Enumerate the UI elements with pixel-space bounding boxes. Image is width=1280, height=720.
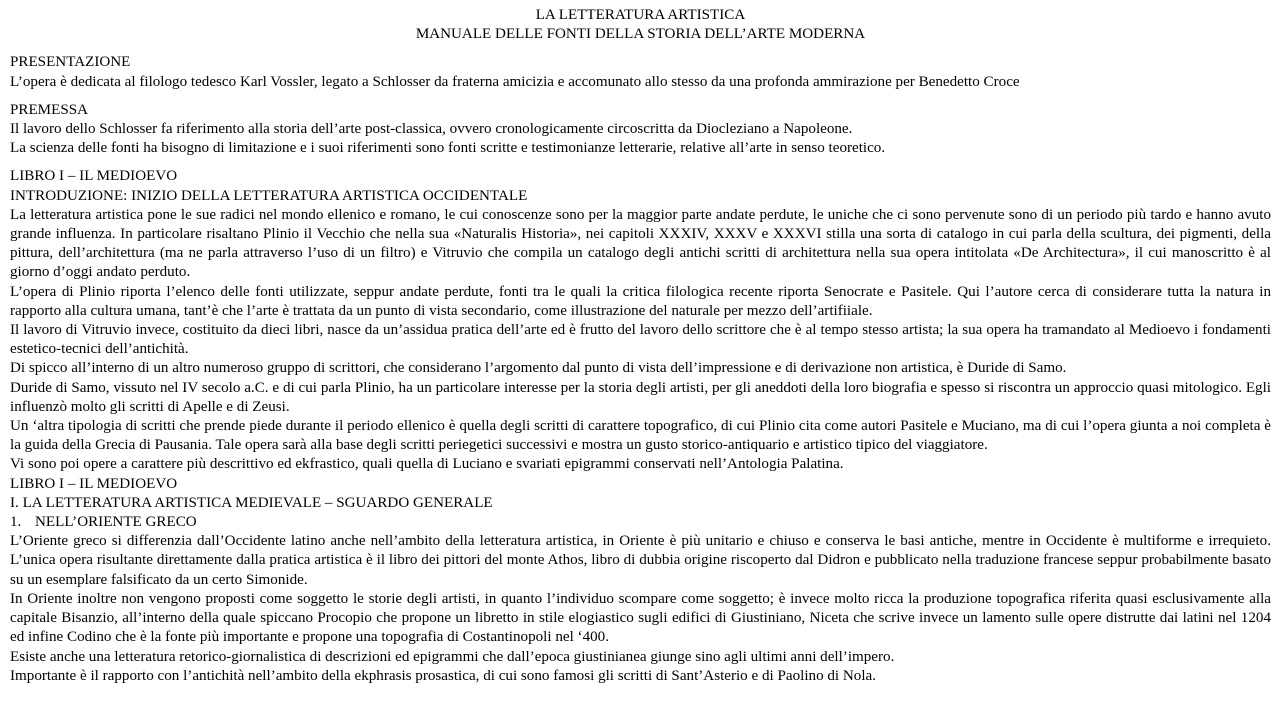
chapter-paragraph-3: Esiste anche una letteratura retorico-giornalistica di descrizioni ed epigrammi che dall’epoca giustinianea giunge sino agli ultimi anni dell’impero. [10, 648, 895, 665]
chapter-heading: I. LA LETTERATURA ARTISTICA MEDIEVALE – SGUARDO GENERALE [10, 494, 493, 511]
document-page [10, 6, 1271, 686]
introduzione-heading: INTRODUZIONE: INIZIO DELLA LETTERATURA ARTISTICA OCCIDENTALE [10, 187, 528, 204]
spacer [10, 158, 1271, 167]
spacer [10, 44, 1271, 53]
book-heading: LIBRO I – IL MEDIOEVO [10, 475, 178, 492]
intro-paragraph-3: Il lavoro di Vitruvio invece, costituito da dieci libri, nasce da un’assidua pratica dell’arte ed è frutto del lavoro dello scrittore che è al tempo stesso artista; la sua opera ha tramandato al Medioevo i fondamenti estetico-tecnici dell’antichità. [10, 322, 1271, 358]
subsection-title: NELL’ORIENTE GRECO [35, 514, 197, 531]
subsection-heading [10, 513, 1271, 532]
intro-paragraph-5: Duride di Samo, vissuto nel IV secolo a.C. e di cui parla Plinio, ha un particolare interesse per la storia degli artisti, per gli aneddoti della loro biografia e spesso si riscontra un approccio quasi mitologico. Egli influenzò molto gli scritti di Apelle e di Zeusi. [10, 379, 1271, 415]
title-line-1: LA LETTERATURA ARTISTICA [535, 7, 746, 23]
title-line-2: MANUALE DELLE FONTI DELLA STORIA DELL’ARTE MODERNA [415, 26, 866, 43]
premessa-paragraph-1: Il lavoro dello Schlosser fa riferimento alla storia dell’arte post-classica, ovvero cronologicamente circoscritta da Diocleziano a Napoleone. [10, 121, 853, 138]
intro-paragraph-2: L’opera di Plinio riporta l’elenco delle fonti utilizzate, seppur andate perdute, fonti tra le quali la critica filologica recente riporta Senocrate e Pasitele. Qui l’autore cerca di considerare tutta la natura in rapporto alla cultura umana, tant’è che l’arte è trattata da un punto di vista secondario, come illustrazione del naturale per mezzo dell’artifiiale. [10, 283, 1271, 319]
chapter-paragraph-2: In Oriente inoltre non vengono proposti come soggetto le storie degli artisti, in quanto l’individuo scompare come soggetto; è invece molto ricca la produzione topografica riferita quasi esclusivamente alla capitale Bisanzio, all’interno della quale spiccano Procopio che propone un libretto in stile elogiastico sugli edifici di Giustiniano, Niceta che scrive invece un lamento sulle opere distrutte dai latini nel 1204 ed infine Codino che è la fonte più importante e propone una topografia di Costantinopoli nel ‘400. [10, 590, 1271, 646]
document-title [10, 6, 1271, 44]
section-premessa [10, 101, 1271, 159]
presentazione-heading: PRESENTAZIONE [10, 54, 131, 71]
premessa-heading: PREMESSA [10, 101, 89, 118]
spacer [10, 92, 1271, 101]
chapter-paragraph-1: L’Oriente greco si differenzia dall’Occidente latino anche nell’ambito della letteratura artistica, in Oriente è più unitario e chiuso e conserva le basi antiche, mentre in Occidente è multiforme e irrequieto. L’unica opera risultante direttamente dalla pratica artistica è il libro dei pittori del monte Athos, libro di dubbia origine riscoperto dal Didron e pubblicato nella traduzione francese seppur probabilmente basato su un esemplare falsificato da un certo Simonide. [10, 533, 1271, 588]
intro-paragraph-6: Un ‘altra tipologia di scritti che prende piede durante il periodo ellenico è quella degli scritti di carattere topografico, di cui Plinio cita come autori Pasitele e Muciano, ma di cui l’opera giunta a noi completa è la guida della Grecia di Pausania. Tale opera sarà alla base degli scritti periegetici successivi e mostra un gusto storico-antiquario e artistico tipico del viaggiatore. [10, 418, 1271, 454]
presentazione-paragraph: L’opera è dedicata al filologo tedesco Karl Vossler, legato a Schlosser da fraterna amicizia e accomunato allo stesso da una profonda ammirazione per Benedetto Croce [10, 73, 1020, 90]
section-libro1-capitolo1 [10, 475, 1271, 686]
section-presentazione [10, 53, 1271, 91]
section-libro1-introduzione [10, 167, 1271, 474]
intro-paragraph-7: Vi sono poi opere a carattere più descrittivo ed ekfrastico, quali quella di Luciano e svariati epigrammi conservati nell’Antologia Palatina. [10, 456, 844, 473]
book-heading: LIBRO I – IL MEDIOEVO [10, 168, 178, 185]
subsection-number: 1. [10, 514, 22, 531]
intro-paragraph-1: La letteratura artistica pone le sue radici nel mondo ellenico e romano, le cui conoscenze sono per la maggior parte andate perdute, le uniche che ci sono pervenute sono di un periodo più tardo e hanno avuto grande influenza. In particolare risaltano Plinio il Vecchio che nella sua «Naturalis Historia», nei capitoli XXXIV, XXXV e XXXVI stilla una sorta di catalogo in cui parla della scultura, dei pigmenti, della pittura, dell’architettura (ma ne parla attraverso l’uso di un filtro) e Vitruvio che compila un catalogo degli antichi scritti di architettura nella sua opera intitolata «De Architectura», il cui manoscritto è al giorno d’oggi andato perduto. [10, 206, 1271, 281]
premessa-paragraph-2: La scienza delle fonti ha bisogno di limitazione e i suoi riferimenti sono fonti scritte e testimonianze letterarie, relative all’arte in senso teoretico. [10, 140, 886, 157]
chapter-paragraph-4: Importante è il rapporto con l’antichità nell’ambito della ekphrasis prosastica, di cui sono famosi gli scritti di Sant’Asterio e di Paolino di Nola. [10, 667, 877, 684]
intro-paragraph-4: Di spicco all’interno di un altro numeroso gruppo di scrittori, che considerano l’argomento dal punto di vista dell’impressione e di derivazione non artistica, è Duride di Samo. [10, 360, 1067, 377]
